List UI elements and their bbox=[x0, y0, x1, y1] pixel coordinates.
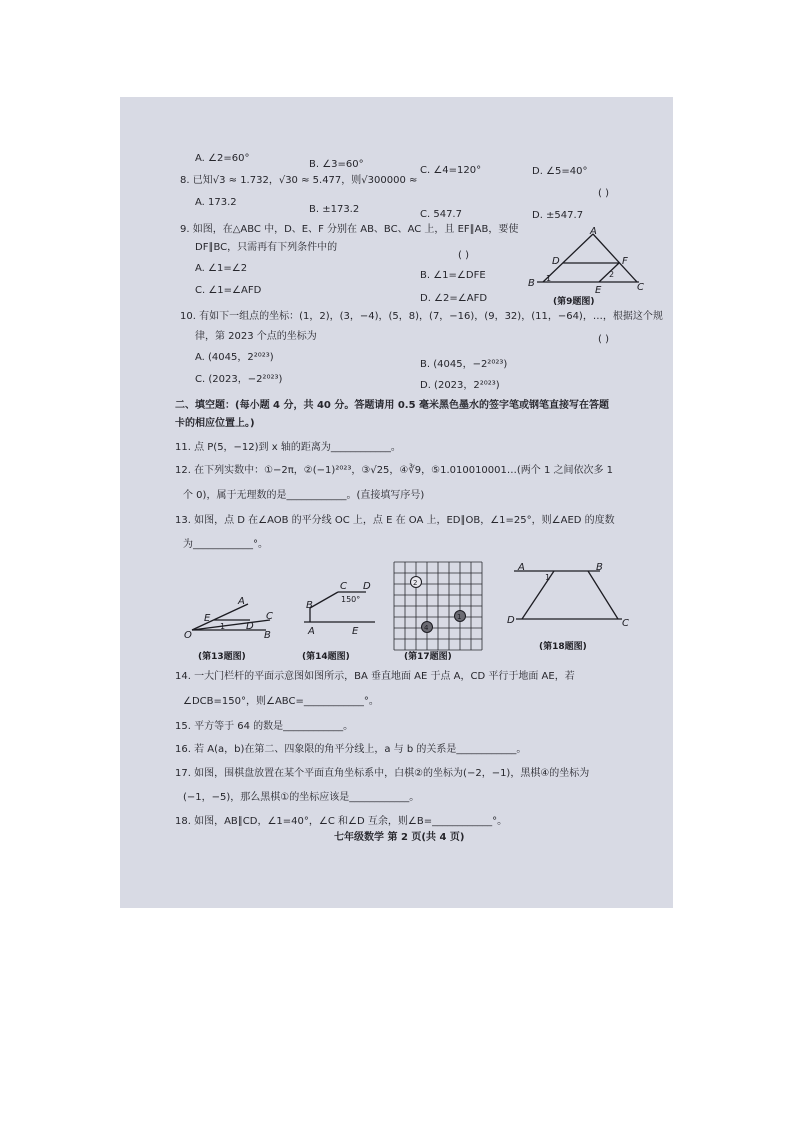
q7-option-b: B. ∠3=60° bbox=[309, 159, 364, 170]
q10-answer-paren: ( ) bbox=[598, 334, 609, 345]
fig14-label-b: B bbox=[306, 600, 313, 611]
q12-line1: 12. 在下列实数中：①−2π，②(−1)²⁰²³，③√25，④∛9，⑤1.010010001…(两个 1 之间依次多 1 bbox=[175, 465, 614, 476]
fig9-label-a: A bbox=[590, 226, 597, 237]
q9-stem-line2: DF∥BC，只需再有下列条件中的 bbox=[195, 242, 338, 253]
q14-line2: ∠DCB=150°，则∠ABC=____________°。 bbox=[183, 696, 379, 707]
fig18-label-d: D bbox=[507, 615, 515, 626]
fig9-label-e: E bbox=[595, 285, 602, 296]
fig18-label-a: A bbox=[518, 562, 525, 573]
q10-stem-line1: 10. 有如下一组点的坐标：(1，2)，(3，−4)，(5，8)，(7，−16)，(9，32)，(11，−64)，…，根据这个规 bbox=[180, 311, 663, 322]
fig13-label-c: C bbox=[266, 611, 273, 622]
fig14-caption: (第14题图) bbox=[302, 652, 350, 662]
fig13-caption: (第13题图) bbox=[198, 652, 246, 662]
q7-option-a: A. ∠2=60° bbox=[195, 153, 250, 164]
q8-option-d: D. ±547.7 bbox=[532, 210, 584, 221]
q10-option-d: D. (2023，2²⁰²³) bbox=[420, 380, 500, 391]
q16-text: 16. 若 A(a，b)在第二、四象限的角平分线上，a 与 b 的关系是____________。 bbox=[175, 744, 527, 755]
q8-option-c: C. 547.7 bbox=[420, 209, 462, 220]
fig9-caption: (第9题图) bbox=[553, 297, 595, 307]
q9-option-c: C. ∠1=∠AFD bbox=[195, 285, 262, 296]
q17-line1: 17. 如图，围棋盘放置在某个平面直角坐标系中，白棋②的坐标为(−2，−1)，黑棋④的坐标为 bbox=[175, 768, 590, 779]
fig9-side-ac bbox=[593, 234, 637, 282]
fig9-label-d: D bbox=[552, 256, 560, 267]
fig17-caption: (第17题图) bbox=[404, 652, 452, 662]
fig13-label-o: O bbox=[184, 630, 192, 641]
q15-text: 15. 平方等于 64 的数是____________。 bbox=[175, 721, 354, 732]
exam-page-photo bbox=[120, 97, 673, 908]
fig14-label-a: A bbox=[308, 626, 315, 637]
q9-stem-line1: 9. 如图，在△ABC 中，D、E、F 分别在 AB、BC、AC 上，且 EF∥AB，要使 bbox=[180, 224, 519, 235]
fig18-caption: (第18题图) bbox=[539, 642, 587, 652]
fig9-label-c: C bbox=[637, 282, 644, 293]
fig9-angle-2: 2 bbox=[609, 270, 615, 279]
fig9-angle-1: 1 bbox=[546, 274, 552, 283]
q9-option-b: B. ∠1=∠DFE bbox=[420, 270, 486, 281]
q8-option-b: B. ±173.2 bbox=[309, 204, 360, 215]
q8-option-a: A. 173.2 bbox=[195, 197, 237, 208]
q12-line2: 个 0)，属于无理数的是____________。(直接填写序号) bbox=[183, 490, 425, 501]
q18-text: 18. 如图，AB∥CD，∠1=40°，∠C 和∠D 互余，则∠B=____________°。 bbox=[175, 816, 508, 827]
figure-q9-triangle bbox=[525, 224, 645, 312]
q10-option-c: C. (2023，−2²⁰²³) bbox=[195, 374, 283, 385]
q9-option-d: D. ∠2=∠AFD bbox=[420, 293, 488, 304]
fig18-segment-bc bbox=[588, 571, 618, 619]
fig14-label-c: C bbox=[340, 581, 347, 592]
fig13-angle-1: 1 bbox=[220, 622, 226, 631]
fig13-label-d: D bbox=[246, 621, 254, 632]
q8-answer-paren: ( ) bbox=[598, 188, 609, 199]
figure-q14-gate-barrier bbox=[300, 570, 395, 670]
fig18-label-b: B bbox=[596, 562, 603, 573]
fig18-label-c: C bbox=[622, 618, 629, 629]
q11-text: 11. 点 P(5，−12)到 x 轴的距离为____________。 bbox=[175, 442, 401, 453]
q13-line1: 13. 如图，点 D 在∠AOB 的平分线 OC 上，点 E 在 OA 上，ED∥OB，∠1=25°，则∠AED 的度数 bbox=[175, 515, 615, 526]
fig18-angle-1: 1 bbox=[545, 573, 551, 582]
q10-option-a: A. (4045，2²⁰²³) bbox=[195, 352, 274, 363]
q10-option-b: B. (4045，−2²⁰²³) bbox=[420, 359, 508, 370]
q14-line1: 14. 一大门栏杆的平面示意图如图所示，BA 垂直地面 AE 于点 A，CD 平行于地面 AE，若 bbox=[175, 671, 575, 682]
fig17-stone-label-1: 1 bbox=[457, 613, 462, 621]
figure-q17-go-board bbox=[392, 560, 492, 665]
fig17-stone-label-2: 2 bbox=[413, 579, 418, 587]
fig14-label-d: D bbox=[363, 581, 371, 592]
section2-heading-line2: 卡的相应位置上。) bbox=[175, 418, 255, 429]
q9-answer-paren: ( ) bbox=[458, 250, 469, 261]
fig13-label-b: B bbox=[264, 630, 271, 641]
q7-option-d: D. ∠5=40° bbox=[532, 166, 588, 177]
figure-q18-trapezoid bbox=[504, 559, 634, 664]
fig17-stone-label-4: 4 bbox=[424, 624, 429, 632]
q13-line2: 为____________°。 bbox=[183, 539, 268, 550]
section2-heading-line1: 二、填空题：(每小题 4 分，共 40 分。答题请用 0.5 毫米黑色墨水的签字笔或钢笔直接写在答题 bbox=[175, 400, 610, 411]
q10-stem-line2: 律，第 2023 个点的坐标为 bbox=[195, 331, 317, 342]
q9-option-a: A. ∠1=∠2 bbox=[195, 263, 248, 274]
figure-q13-angle-bisector bbox=[178, 570, 288, 670]
fig14-angle-150: 150° bbox=[341, 595, 361, 604]
q7-option-c: C. ∠4=120° bbox=[420, 165, 482, 176]
q8-stem: 8. 已知√3 ≈ 1.732，√30 ≈ 5.477，则√300000 ≈ bbox=[180, 175, 418, 186]
q17-line2: (−1，−5)，那么黑棋①的坐标应该是____________。 bbox=[183, 792, 420, 803]
fig13-label-e: E bbox=[204, 613, 211, 624]
fig9-label-b: B bbox=[528, 278, 535, 289]
fig14-segment-bc bbox=[310, 592, 338, 608]
fig14-label-e: E bbox=[352, 626, 359, 637]
fig13-label-a: A bbox=[238, 596, 245, 607]
page-footer: 七年级数学 第 2 页(共 4 页) bbox=[334, 832, 465, 843]
fig9-label-f: F bbox=[622, 256, 628, 267]
